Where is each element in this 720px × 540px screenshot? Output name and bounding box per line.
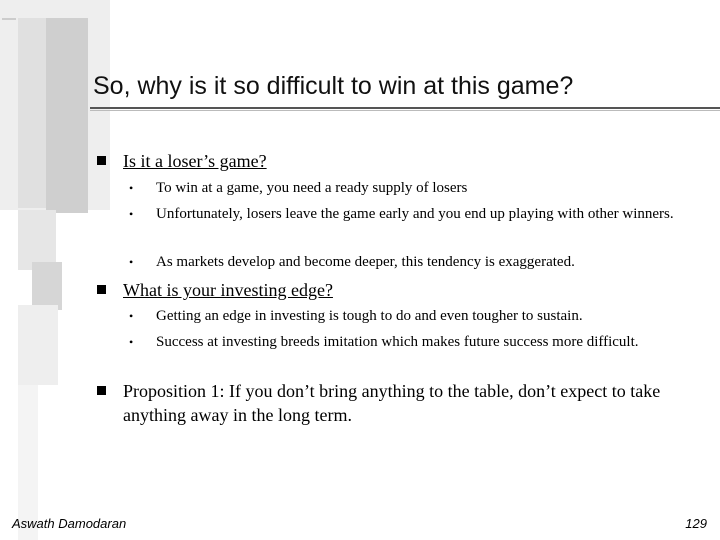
page-number: 129 [685, 516, 707, 531]
bullet-text: Proposition 1: If you don’t bring anything to the table, don’t expect to take anything away in the long term. [123, 381, 661, 425]
dot-bullet-icon: • [129, 207, 134, 221]
sub-bullet-item [129, 202, 701, 226]
square-bullet-icon [97, 285, 106, 294]
square-bullet-icon [97, 386, 106, 395]
dot-bullet-icon: • [129, 309, 134, 323]
decorative-block [46, 18, 88, 213]
sub-bullet-text: Unfortunately, losers leave the game early and you end up playing with other winners. [156, 206, 674, 222]
decorative-block [18, 210, 56, 270]
dot-bullet-icon: • [129, 255, 134, 269]
sub-bullet-item [129, 304, 701, 328]
bullet-item [123, 149, 698, 173]
sub-bullet-text: As markets develop and become deeper, this tendency is exaggerated. [156, 254, 575, 270]
sub-bullet-text: Getting an edge in investing is tough to do and even tougher to sustain. [156, 308, 583, 324]
sub-bullet-text: To win at a game, you need a ready supply of losers [156, 180, 468, 196]
slide-title: So, why is it so difficult to win at this game? [93, 72, 574, 100]
decorative-block [18, 305, 58, 385]
bullet-text: What is your investing edge? [123, 280, 333, 300]
bullet-item [123, 278, 698, 302]
dot-bullet-icon: • [129, 181, 134, 195]
decorative-block [32, 262, 62, 310]
dot-bullet-icon: • [129, 335, 134, 349]
decorative-line [2, 18, 16, 20]
sub-bullet-item [129, 250, 701, 274]
title-rule-shadow [90, 110, 720, 111]
title-rule [90, 107, 720, 109]
sub-bullet-item [129, 176, 701, 200]
sub-bullet-text: Success at investing breeds imitation which makes future success more difficult. [156, 334, 639, 350]
footer-author: Aswath Damodaran [12, 516, 127, 531]
bullet-item [123, 379, 693, 427]
square-bullet-icon [97, 156, 106, 165]
bullet-text: Is it a loser’s game? [123, 151, 267, 171]
sub-bullet-item [129, 330, 701, 354]
